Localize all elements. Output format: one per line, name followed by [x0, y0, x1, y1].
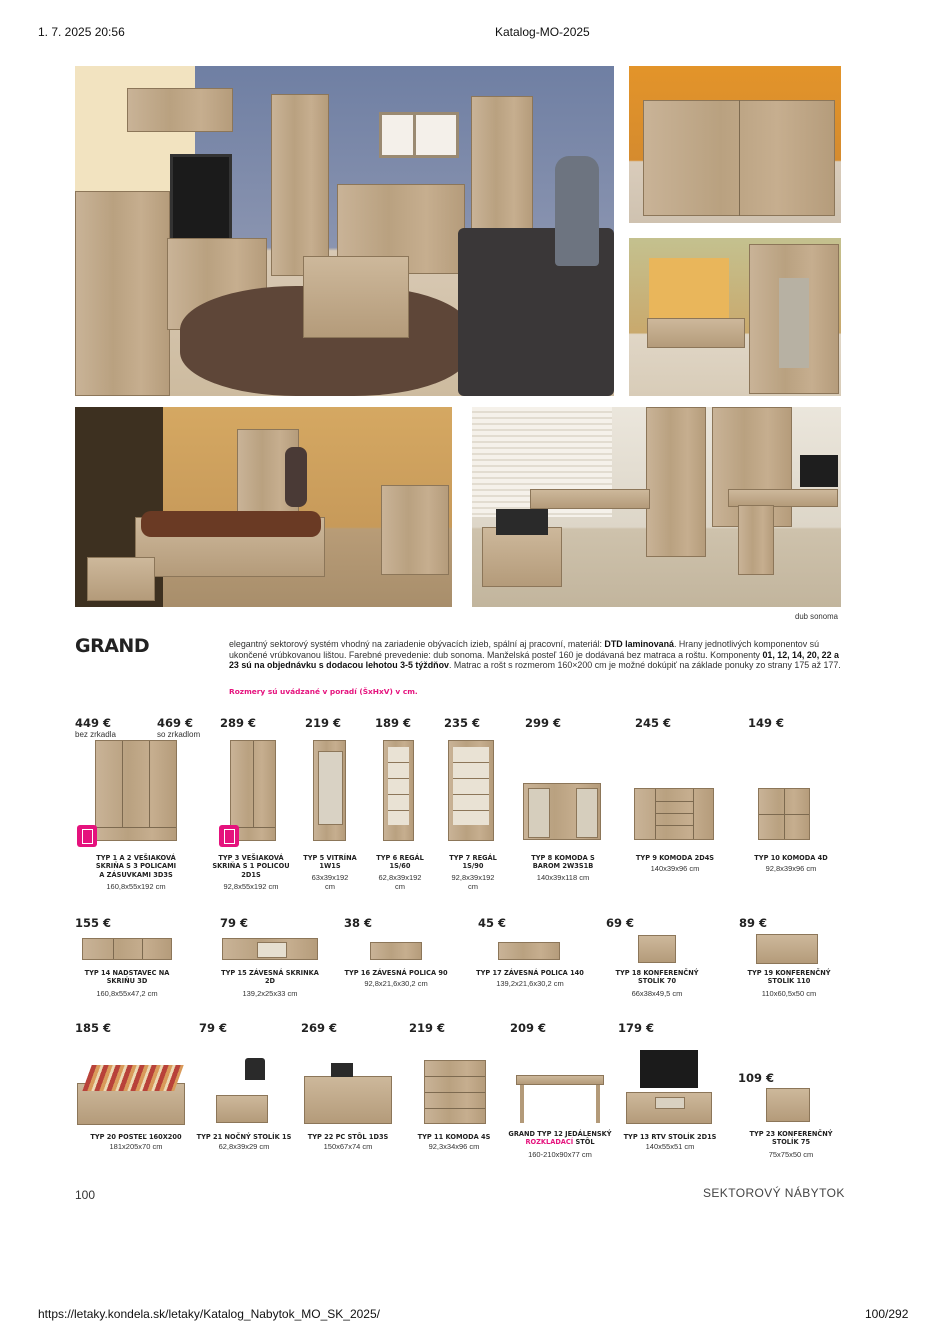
product-name-typ9: TYP 9 KOMODA 2D4S [635, 854, 715, 862]
product-price-typ9: 245 € [635, 716, 672, 730]
product-price-typ8: 299 € [525, 716, 562, 730]
product-name-typ7: TYP 7 REGÁL 1S/90 [449, 854, 497, 871]
dimensions-note: Rozmery sú uvádzané v poradí (ŠxHxV) v cm. [229, 687, 418, 696]
new-badge-icon [219, 825, 239, 847]
product-dim-typ11: 92,3x34x96 cm [428, 1142, 480, 1151]
product-name-typ21: TYP 21 NOČNÝ STOLÍK 1S [196, 1133, 292, 1141]
product-name-typ18: TYP 18 KONFERENČNÝ STOLÍK 70 [615, 969, 699, 986]
dresser-2d4s-image [634, 788, 714, 840]
description-text-1: elegantný sektorový systém vhodný na zariadenie obývacích izieb, spální aj pracovní, materiál: [229, 639, 605, 649]
pc-desk-image [304, 1076, 392, 1124]
new-badge-icon [77, 825, 97, 847]
print-datetime: 1. 7. 2025 20:56 [38, 25, 125, 39]
dresser-4d-image [758, 788, 810, 840]
bed-160-image [77, 1055, 187, 1127]
description-text-2: . Hrany jednotlivých komponentov sú ukončené vrúbkovanou lištou. Farebné prevedenie: dub sonoma. Manželská posteľ 160 je dodávaná bez matraca a roštu. Komponenty [229, 639, 820, 660]
product-name-typ11: TYP 11 KOMODA 4S [417, 1133, 491, 1141]
product-price-typ12: 209 € [510, 1021, 547, 1035]
page-number: 100 [75, 1188, 96, 1202]
bedroom-wardrobe-photo [629, 238, 841, 396]
product-price-typ13: 179 € [618, 1021, 655, 1035]
vitrine-image [313, 740, 346, 841]
product-price-typ18: 69 € [606, 916, 635, 930]
product-name-typ13: TYP 13 RTV STOLÍK 2D1S [623, 1133, 717, 1141]
product-dim-typ12: 160-210x90x77 cm [528, 1150, 592, 1159]
product-name-typ20: TYP 20 POSTEĽ 160X200 [90, 1133, 182, 1141]
description-material: DTD laminovaná [604, 639, 674, 649]
product-dim-typ21: 62,8x39x29 cm [218, 1142, 270, 1151]
tv-icon [640, 1050, 698, 1088]
product-price-typ10: 149 € [748, 716, 785, 730]
wall-shelf-140-image [498, 942, 560, 960]
product-dim-typ10: 92,8x39x96 cm [765, 864, 817, 873]
product-dim-typ20: 181x205x70 cm [109, 1142, 163, 1151]
wardrobe-3d3s-image [95, 740, 177, 841]
print-url[interactable]: https://letaky.kondela.sk/letaky/Katalog_Nabytok_MO_SK_2025/ [38, 1307, 380, 1321]
variant-without-mirror: bez zrkadla [75, 730, 116, 739]
product-name-typ12: GRAND TYP 12 JEDÁLENSKÝ ROZKLADACÍ STÔL [508, 1130, 612, 1147]
product-dim-typ9: 140x39x96 cm [650, 864, 700, 873]
product-price-typ11: 219 € [409, 1021, 446, 1035]
product-price-typ22: 269 € [301, 1021, 338, 1035]
nightstand-image [216, 1095, 268, 1123]
coffee-table-70-image [638, 935, 676, 963]
product-dim-typ6: 62,8x39x192 cm [378, 873, 422, 891]
product-dim-typ8: 140x39x118 cm [536, 873, 590, 882]
product-name-typ8: TYP 8 KOMODA S BAROM 2W3S1B [531, 854, 595, 871]
collection-title: GRAND [75, 635, 150, 657]
product-price-typ15: 79 € [220, 916, 249, 930]
product-price-typ16: 38 € [344, 916, 373, 930]
coffee-table-110-image [756, 934, 818, 964]
print-title: Katalog-MO-2025 [495, 25, 590, 39]
product-price-typ20: 185 € [75, 1021, 112, 1035]
wardrobe-top-image [82, 938, 172, 960]
product-name-typ14: TYP 14 NADSTAVEC NA SKRIŇU 3D [84, 969, 170, 986]
product-dim-typ18: 66x38x49,5 cm [631, 989, 683, 998]
table-leg [596, 1085, 600, 1123]
product-name-typ19: TYP 19 KONFERENČNÝ STOLÍK 110 [747, 969, 831, 986]
price-without-mirror: 449 € [75, 716, 112, 730]
product-name-typ10: TYP 10 KOMODA 4D [754, 854, 828, 862]
tv-stand-image [626, 1092, 712, 1124]
product-name-typ5: TYP 5 VITRÍNA 1W1S [303, 854, 357, 871]
shelf-90-image [448, 740, 494, 841]
product-dim-typ23: 75x75x50 cm [768, 1150, 814, 1159]
product-dim-typ3: 92,8x55x192 cm [223, 882, 279, 891]
description-order-note: 01, 12, 14, 20, 22 a 23 sú na objednávku s dodacou lehotou 3-5 týždňov [229, 649, 839, 671]
bedroom-photo [75, 407, 452, 607]
living-room-photo [75, 66, 614, 396]
price-with-mirror: 469 € [157, 716, 194, 730]
product-name-typ15: TYP 15 ZÁVESNÁ SKRINKA 2D [221, 969, 319, 986]
product-name-typ23: TYP 23 KONFERENČNÝ STOLÍK 75 [749, 1130, 833, 1147]
product-dim-typ15: 139,2x25x33 cm [242, 989, 298, 998]
product-dim-typ7: 92,8x39x192 cm [451, 873, 495, 891]
product-dim-typ5: 63x39x192 cm [311, 873, 349, 891]
shelf-60-image [383, 740, 414, 841]
product-dim-typ22: 150x67x74 cm [323, 1142, 373, 1151]
product-name-typ6: TYP 6 REGÁL 1S/60 [376, 854, 424, 871]
product-price-typ3: 289 € [220, 716, 257, 730]
product-price-typ14: 155 € [75, 916, 112, 930]
product-price-typ6: 189 € [375, 716, 412, 730]
product-name-typ16: TYP 16 ZÁVESNÁ POLICA 90 [344, 969, 448, 977]
product-dim-typ14: 160,8x55x47,2 cm [96, 989, 158, 998]
section-name: SEKTOROVÝ NÁBYTOK [703, 1186, 845, 1200]
dresser-photo [629, 66, 841, 223]
wall-cabinet-image [222, 938, 318, 960]
product-dim-typ19: 110x60,5x50 cm [761, 989, 817, 998]
product-dim-typ16: 92,8x21,6x30,2 cm [364, 979, 428, 988]
product-dim-typ13: 140x55x51 cm [645, 1142, 695, 1151]
description-text-3: . Matrac a rošt s rozmerom 160×200 cm je možné dokúpiť na základe ponuky zo strany 175 až 177. [448, 660, 841, 671]
office-photo [472, 407, 841, 607]
product-price-typ5: 219 € [305, 716, 342, 730]
extendable-label: ROZKLADACÍ [525, 1138, 574, 1147]
product-price-typ21: 79 € [199, 1021, 228, 1035]
product-name-typ22: TYP 22 PC STÔL 1D3S [307, 1133, 389, 1141]
wall-shelf-90-image [370, 942, 422, 960]
finish-caption: dub sonoma [795, 612, 838, 621]
product-name-typ17: TYP 17 ZÁVESNÁ POLICA 140 [476, 969, 584, 977]
print-page-counter: 100/292 [865, 1307, 909, 1321]
coffee-table-75-image [766, 1088, 810, 1122]
product-name-typ1: TYP 1 A 2 VEŠIAKOVÁ SKRIŇA S 3 POLICAMI A ZÁSUVKAMI 3D3S [95, 854, 177, 879]
table-leg [520, 1085, 524, 1123]
dining-table-image [516, 1075, 604, 1085]
dresser-4s-image [424, 1060, 486, 1124]
product-dim-typ17: 139,2x21,6x30,2 cm [496, 979, 564, 988]
variant-with-mirror: so zrkadlom [157, 730, 201, 739]
product-name-typ3: TYP 3 VEŠIAKOVÁ SKRIŇA S 1 POLICOU 2D1S [212, 854, 290, 879]
bar-dresser-image [523, 783, 601, 840]
product-price-typ7: 235 € [444, 716, 481, 730]
product-price-typ17: 45 € [478, 916, 507, 930]
product-dim-typ1: 160,8x55x192 cm [106, 882, 166, 891]
product-price-typ23: 109 € [738, 1071, 775, 1085]
collection-description [229, 639, 842, 671]
product-price-typ19: 89 € [739, 916, 768, 930]
lamp-icon [245, 1058, 265, 1080]
